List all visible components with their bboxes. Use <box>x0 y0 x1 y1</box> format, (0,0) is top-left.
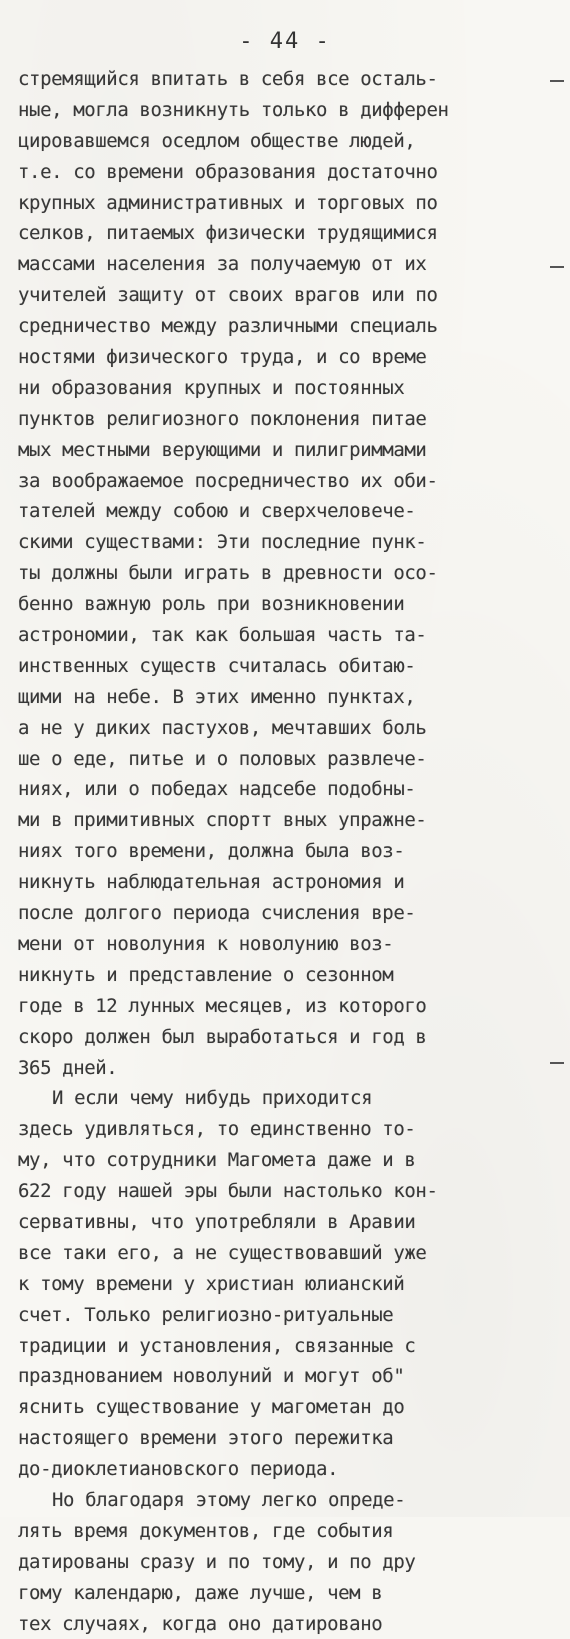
text-line: ми в примитивных спортт вных упражне- <box>18 809 427 832</box>
text-line: лять время документов, где события <box>18 1519 394 1542</box>
text-line: ниях, или о победах надсебе подобны- <box>18 778 416 801</box>
margin-mark <box>550 80 564 82</box>
text-line: 622 году нашей эры были настолько кон- <box>18 1180 438 1203</box>
text-line: учителей защиту от своих врагов или по <box>18 284 438 307</box>
text-line: инственных существ считалась обитаю- <box>18 654 416 677</box>
text-line: скими существами: Эти последние пунк- <box>18 531 427 554</box>
text-line: бенно важную роль при возникновении <box>18 593 405 616</box>
page-text <box>18 64 558 1639</box>
text-line: до-диоклетиановского периода. <box>18 1458 339 1481</box>
text-line: настоящего времени этого пережитка <box>18 1427 394 1450</box>
text-line: тех случаях, когда оно датировано <box>18 1612 383 1635</box>
text-line: мых местными верующими и пилигриммами <box>18 438 427 461</box>
text-line: ни образования крупных и постоянных <box>18 376 405 399</box>
text-line: ные, могла возникнуть только в дифферен <box>18 98 449 121</box>
text-line: селков, питаемых физически трудящимися <box>18 222 438 245</box>
text-line: стремящийся впитать в себя все осталь- <box>18 68 438 90</box>
text-line: ше о еде, питье и о половых развлече- <box>18 747 427 770</box>
text-line: празднованием новолуний и могут об" <box>18 1365 405 1388</box>
text-line: никнуть наблюдательная астрономия и <box>18 871 405 894</box>
text-line: астрономии, так как большая часть та- <box>18 624 427 647</box>
text-line: годе в 12 лунных месяцев, из которого <box>18 994 427 1017</box>
text-line: му, что сотрудники Магомета даже и в <box>18 1149 416 1172</box>
text-line: средничество между различными специаль <box>18 315 438 338</box>
page-number: - 44 - <box>239 29 331 54</box>
text-line: щими на небе. В этих именно пунктах, <box>18 685 416 708</box>
text-line: все таки его, а не существовавший уже <box>18 1241 427 1264</box>
text-line: после долгого периода счисления вре- <box>18 902 416 925</box>
text-line: гому календарю, даже лучше, чем в <box>18 1581 383 1604</box>
margin-mark <box>550 266 564 268</box>
text-line: ностями физического труда, и со време <box>18 346 427 369</box>
text-line: за воображаемое посредничество их оби- <box>18 469 438 492</box>
text-line: Но благодаря этому легко опреде- <box>52 1488 406 1511</box>
text-line: тателей между собою и сверхчеловече- <box>18 500 416 523</box>
text-line: счет. Только религиозно-ритуальные <box>18 1303 394 1326</box>
text-line: здесь удивляться, то единственно то- <box>18 1118 416 1141</box>
text-line: традиции и установления, связанные с <box>18 1334 416 1357</box>
text-line: датированы сразу и по тому, и по дру <box>18 1550 416 1573</box>
text-line: ниях того времени, должна была воз- <box>18 840 405 863</box>
text-line: пунктов религиозного поклонения питае <box>18 407 427 430</box>
text-line: сервативны, что употребляли в Аравии <box>18 1210 416 1233</box>
text-line: никнуть и представление о сезонном <box>18 963 394 986</box>
margin-mark <box>550 1062 564 1064</box>
text-line: массами населения за получаемую от их <box>18 253 427 276</box>
text-line: а не у диких пастухов, мечтавших боль <box>18 716 427 739</box>
text-line: яснить существование у магометан до <box>18 1396 405 1419</box>
text-line: крупных административных и торговых по <box>18 191 438 214</box>
text-line: скоро должен был выработаться и год в <box>18 1025 427 1048</box>
text-line: ты должны были играть в древности осо- <box>18 562 438 585</box>
text-line: цировавшемся оседлом обществе людей, <box>18 129 416 152</box>
text-line: 365 дней. <box>18 1056 118 1079</box>
text-line: мени от новолуния к новолунию воз- <box>18 932 394 955</box>
text-line: т.е. со времени образования достаточно <box>18 160 438 183</box>
text-line: к тому времени у христиан юлианский <box>18 1272 405 1295</box>
text-line: И если чему нибудь приходится <box>52 1087 373 1110</box>
